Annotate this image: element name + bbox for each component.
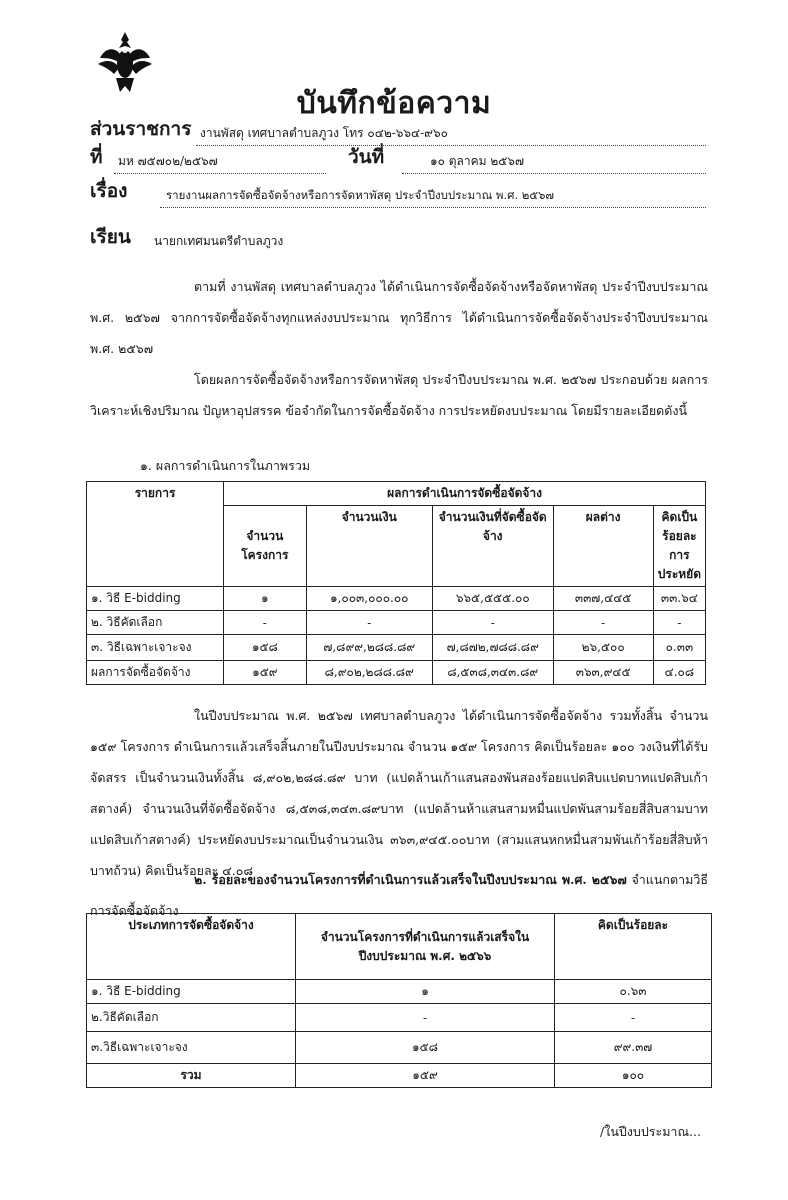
salutation-value: นายกเทศมนตรีตำบลภูวง — [154, 234, 284, 248]
col-pct-header: คิดเป็นร้อยละ — [555, 914, 712, 980]
table-header-row — [87, 482, 706, 506]
col-count-header: จำนวนโครงการ — [224, 506, 306, 587]
cell-count: ๑๕๙ — [296, 1064, 555, 1088]
cell-spent: ๖๖๕,๕๕๕.๐๐ — [432, 587, 553, 611]
section-1-heading: ๑. ผลการดำเนินการในภาพรวม — [140, 458, 311, 473]
cell-count: ๑ — [296, 980, 555, 1004]
cell-type: ๑. วิธี E-bidding — [87, 980, 296, 1004]
salutation-label: เรียน — [90, 226, 131, 248]
table-total-row — [87, 1064, 712, 1088]
subject-label: เรื่อง — [90, 180, 128, 202]
cell-spent: ๘,๕๓๘,๓๔๓.๘๙ — [432, 661, 553, 685]
date-label: วันที่ — [348, 146, 385, 168]
table-row — [87, 611, 706, 635]
cell-pct: - — [653, 611, 705, 635]
agency-label: ส่วนราชการ — [90, 118, 192, 140]
col-count-header: จำนวนโครงการที่ดำเนินการแล้วเสร็จในปีงบประมาณ พ.ศ. ๒๕๖๖ — [296, 914, 555, 980]
cell-diff: ๓๓๗,๔๔๕ — [553, 587, 653, 611]
cell-diff: ๒๖,๕๐๐ — [553, 635, 653, 661]
cell-pct: ๑๐๐ — [555, 1064, 712, 1088]
table-header-row — [87, 914, 712, 980]
cell-diff: ๓๖๓,๙๔๕ — [553, 661, 653, 685]
col-diff-header: ผลต่าง — [553, 506, 653, 587]
col-spent-header: จำนวนเงินที่จัดซื้อจัดจ้าง — [432, 506, 553, 587]
col-item-header: รายการ — [87, 482, 224, 587]
cell-budget: ๘,๙๐๒,๒๘๘.๘๙ — [306, 661, 432, 685]
cell-type: ๓.วิธีเฉพาะเจาะจง — [87, 1032, 296, 1064]
col-group-header: ผลการดำเนินการจัดซื้อจัดจ้าง — [224, 482, 706, 506]
cell-diff: - — [553, 611, 653, 635]
cell-count: ๑๕๙ — [224, 661, 306, 685]
paragraph-intro: ตามที่ งานพัสดุ เทศบาลตำบลภูวง ได้ดำเนินการจัดซื้อจัดจ้างหรือจัดหาพัสดุ ประจำปีงบประมาณ พ.ศ. ๒๕๖๗ จากการจัดซื้อจัดจ้างทุกแหล่งงบประมาณ ทุกวิธีการ ได้ดำเนินการจัดซื้อจัดจ้างประจำปีงบประมาณ พ.ศ. ๒๕๖๗ — [90, 279, 708, 356]
date-dotline — [402, 172, 706, 174]
cell-type: รวม — [87, 1064, 296, 1088]
subject-row — [90, 180, 710, 208]
cell-pct: ๔.๐๘ — [653, 661, 705, 685]
col-pct-header: คิดเป็นร้อยละการประหยัด — [653, 506, 705, 587]
cell-count: ๑๕๘ — [224, 635, 306, 661]
ref-date-row — [90, 146, 710, 174]
cell-spent: - — [432, 611, 553, 635]
continuation-note: /ในปีงบประมาณ... — [600, 1124, 701, 1139]
paragraph-summary: ในปีงบประมาณ พ.ศ. ๒๕๖๗ เทศบาลตำบลภูวง ได้ดำเนินการจัดซื้อจัดจ้าง รวมทั้งสิ้น จำนวน ๑๕๙ โครงการ ดำเนินการแล้วเสร็จสิ้นภายในปีงบประมาณ จำนวน ๑๕๙ โครงการ คิดเป็นร้อยละ ๑๐๐ วงเงินที่ได้รับจัดสรร เป็นจำนวนเงินทั้งสิ้น ๘,๙๐๒,๒๘๘.๘๙ บาท (แปดล้านเก้าแสนสองพันสองร้อยแปดสิบแปดบาทแปดสิบเก้าสตางค์) จำนวนเงินที่จัดซื้อจัดจ้าง ๘,๕๓๘,๓๔๓.๘๙บาท (แปดล้านห้าแสนสามหมื่นแปดพันสามร้อยสี่สิบสามบาทแปดสิบเก้าสตางค์) ประหยัดงบประมาณเป็นจำนวนเงิน ๓๖๓,๙๔๕.๐๐บาท (สามแสนหกหมื่นสามพันเก้าร้อยสี่สิบห้าบาทถ้วน) คิดเป็นร้อยละ ๔.๐๘ — [90, 708, 708, 878]
ref-value: มห ๗๕๗๐๒/๒๕๖๗ — [118, 154, 218, 168]
cell-pct: ๙๙.๓๗ — [555, 1032, 712, 1064]
col-type-header: ประเภทการจัดซื้อจัดจ้าง — [87, 914, 296, 980]
cell-count: ๑ — [224, 587, 306, 611]
table-row — [87, 635, 706, 661]
section-2-heading: ๒. ร้อยละของจำนวนโครงการที่ดำเนินการแล้วเสร็จในปีงบประมาณ พ.ศ. ๒๕๖๗ — [194, 872, 627, 887]
cell-budget: ๑,๐๐๓,๐๐๐.๐๐ — [306, 587, 432, 611]
table-row — [87, 1032, 712, 1064]
cell-budget: - — [306, 611, 432, 635]
cell-type: ๒.วิธีคัดเลือก — [87, 1004, 296, 1032]
subject-value: รายงานผลการจัดซื้อจัดจ้างหรือการจัดหาพัสดุ ประจำปีงบประมาณ พ.ศ. ๒๕๖๗ — [166, 188, 555, 202]
cell-item: ๑. วิธี E-bidding — [87, 587, 224, 611]
table-row — [87, 1004, 712, 1032]
date-value: ๑๐ ตุลาคม ๒๕๖๗ — [430, 154, 525, 168]
cell-count: - — [296, 1004, 555, 1032]
table-total-row — [87, 661, 706, 685]
cell-pct: ๐.๓๓ — [653, 635, 705, 661]
cell-item: ๒. วิธีคัดเลือก — [87, 611, 224, 635]
completion-rate-table — [86, 913, 712, 1088]
section-2-tail: จำแนกตามวิธีการจัดซื้อจัดจ้าง — [90, 872, 708, 918]
agency-row — [90, 118, 710, 146]
cell-count: - — [224, 611, 306, 635]
table-row — [87, 587, 706, 611]
paragraph-scope: โดยผลการจัดซื้อจัดจ้างหรือการจัดหาพัสดุ ประจำปีงบประมาณ พ.ศ. ๒๕๖๗ ประกอบด้วย ผลการวิเคราะห์เชิงปริมาณ ปัญหาอุปสรรค ข้อจำกัดในการจัดซื้อจัดจ้าง การประหยัดงบประมาณ โดยมีรายละเอียดดังนี้ — [90, 372, 708, 418]
ref-label: ที่ — [90, 146, 103, 168]
memo-title: บันทึกข้อความ — [296, 86, 492, 121]
cell-pct: ๐.๖๓ — [555, 980, 712, 1004]
salutation-row — [90, 226, 710, 254]
table-row — [87, 980, 712, 1004]
cell-budget: ๗,๘๙๙,๒๘๘.๘๙ — [306, 635, 432, 661]
ref-dotline — [114, 172, 326, 174]
cell-count: ๑๕๘ — [296, 1032, 555, 1064]
agency-value: งานพัสดุ เทศบาลตำบลภูวง โทร ๐๔๒-๖๖๔-๙๖๐ — [200, 126, 448, 140]
overall-results-table — [86, 481, 706, 685]
cell-pct: - — [555, 1004, 712, 1032]
cell-spent: ๗,๘๗๒,๗๘๘.๘๙ — [432, 635, 553, 661]
col-budget-header: จำนวนเงิน — [306, 506, 432, 587]
cell-item: ๓. วิธีเฉพาะเจาะจง — [87, 635, 224, 661]
subject-dotline — [160, 206, 706, 208]
cell-item: ผลการจัดซื้อจัดจ้าง — [87, 661, 224, 685]
cell-pct: ๓๓.๖๔ — [653, 587, 705, 611]
